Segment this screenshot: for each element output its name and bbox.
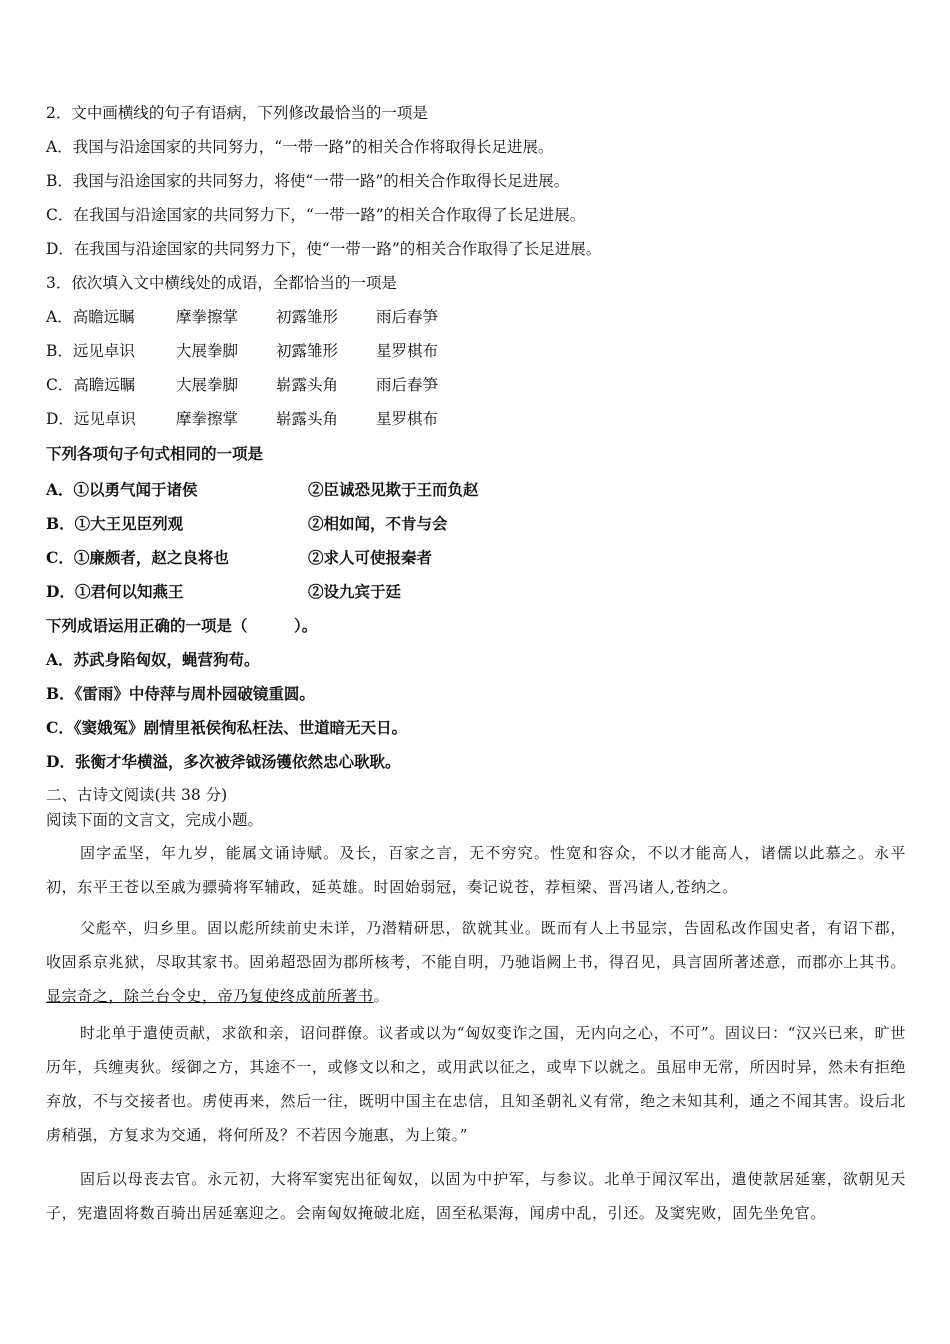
q4-stem: 下列各项句子句式相同的一项是 [46, 444, 264, 463]
q3-option-c-d: 雨后春笋 [376, 376, 439, 394]
q3-option-d-label: D．远见卓识 [46, 410, 136, 428]
q2-option-b: B．我国与沿途国家的共同努力，将使“一带一路”的相关合作取得长足进展。 [46, 172, 570, 190]
passage-paragraph-3: 时北单于遣使贡献，求欲和亲，诏问群僚。议者或以为“匈奴变诈之国，无内向之心，不可”。固议曰：“汉兴已来，旷世历年，兵缠夷狄。绥御之方，其途不一，或修文以和之，或用武以征之，或卑下以就之。虽屈申无常，所因时异，然未有拒绝弃放，不与交接者也。虏使再来，然后一往，既明中国主在忠信，且知圣朝礼义有常，绝之未知其利，通之不闻其害。设后北虏稍强，方复求为交通，将何所及？不若因今施惠，为上策。” [46, 1024, 906, 1144]
passage-paragraph-4: 固后以母丧去官。永元初，大将军窦宪出征匈奴，以固为中护军，与参议。北单于闻汉军出，遣使款居延塞，欲朝见天子，宪遣固将数百骑出居延塞迎之。会南匈奴掩破北庭，固至私渠海，闻虏中乱，引还。及窦宪败，固先坐免官。 [46, 1170, 906, 1222]
q5-option-c: C．《窦娥冤》剧情里衹侯徇私枉法、世道暗无天日。 [46, 718, 408, 737]
q3-option-c-c: 崭露头角 [276, 376, 339, 394]
q3-option-c [46, 375, 438, 395]
q4-option-c [46, 548, 432, 568]
passage-paragraph-1: 固字孟坚，年九岁，能属文诵诗赋。及长，百家之言，无不穷究。性宽和容众，不以才能高人，诸儒以此慕之。永平初，东平王苍以至戚为骠骑将军辅政，延英雄。时固始弱冠，奏记说苍，荐桓梁、晋冯诸人,苍纳之。 [46, 844, 906, 896]
q3-option-b-c: 初露雏形 [276, 342, 339, 360]
q4-option-a-second: ②臣诚恐见欺于王而负赵 [308, 480, 479, 499]
section-heading: 二、古诗文阅读(共 38 分) [46, 786, 228, 804]
q4-option-b-second: ②相如闻，不肯与会 [308, 514, 448, 533]
q4-option-c-second: ②求人可使报秦者 [308, 548, 433, 567]
q4-option-d-first: D．①君何以知燕王 [46, 582, 184, 601]
q3-option-d [46, 409, 438, 429]
q3-option-a [46, 307, 438, 327]
q3-option-a-b: 摩拳擦掌 [176, 308, 239, 326]
q3-option-b [46, 341, 438, 361]
passage-paragraph-2 [46, 911, 906, 1013]
q3-stem: 3．依次填入文中横线处的成语，全都恰当的一项是 [46, 274, 397, 292]
q2-option-a: A．我国与沿途国家的共同努力，“一带一路”的相关合作将取得长足进展。 [46, 138, 554, 156]
q3-option-d-b: 摩拳擦掌 [176, 410, 239, 428]
q5-option-d: D．张衡才华横溢，多次被斧钺汤镬依然忠心耿耿。 [46, 752, 401, 771]
q4-option-d [46, 582, 401, 602]
q2-option-c: C．在我国与沿途国家的共同努力下，“一带一路”的相关合作取得了长足进展。 [46, 206, 586, 224]
q3-option-a-c: 初露雏形 [276, 308, 339, 326]
section-instruction: 阅读下面的文言文，完成小题。 [46, 811, 264, 829]
q2-stem: 2．文中画横线的句子有语病，下列修改最恰当的一项是 [46, 104, 428, 122]
passage-paragraph-2-end: 。 [373, 987, 390, 1005]
q4-option-c-first: C．①廉颇者，赵之良将也 [46, 548, 229, 567]
q3-option-a-label: A．高瞻远瞩 [46, 308, 135, 326]
q4-option-a [46, 480, 479, 500]
q3-option-b-d: 星罗棋布 [376, 342, 439, 360]
q5-option-a: A．苏武身陷匈奴，蝇营狗苟。 [46, 650, 260, 669]
q2-option-d: D．在我国与沿途国家的共同努力下，使“一带一路”的相关合作取得了长足进展。 [46, 240, 602, 258]
q4-option-b [46, 514, 448, 534]
q3-option-a-d: 雨后春笋 [376, 308, 439, 326]
passage-paragraph-2-text: 父彪卒，归乡里。固以彪所续前史未详，乃潜精研思，欲就其业。既而有人上书显宗，告固私改作国史者，有诏下郡，收固系京兆狱，尽取其家书。固弟超恐固为郡所核考，不能自明，乃驰诣阙上书，得召见，具言固所著述意，而郡亦上其书。 [46, 919, 906, 971]
q5-option-b: B．《雷雨》中侍萍与周朴园破镜重圆。 [46, 684, 315, 703]
q5-stem: 下列成语运用正确的一项是（ ）。 [46, 616, 318, 635]
q3-option-c-label: C．高瞻远瞩 [46, 376, 136, 394]
q4-option-b-first: B．①大王见臣列观 [46, 514, 184, 533]
underlined-sentence: 显宗奇之，除兰台令史，帝乃复使终成前所著书 [46, 987, 374, 1005]
q4-option-a-first: A．①以勇气闻于诸侯 [46, 480, 198, 499]
q3-option-c-b: 大展拳脚 [176, 376, 239, 394]
q3-option-d-d: 星罗棋布 [376, 410, 439, 428]
q3-option-b-label: B．远见卓识 [46, 342, 135, 360]
q4-option-d-second: ②设九宾于廷 [308, 582, 402, 601]
q3-option-d-c: 崭露头角 [276, 410, 339, 428]
q3-option-b-b: 大展拳脚 [176, 342, 239, 360]
